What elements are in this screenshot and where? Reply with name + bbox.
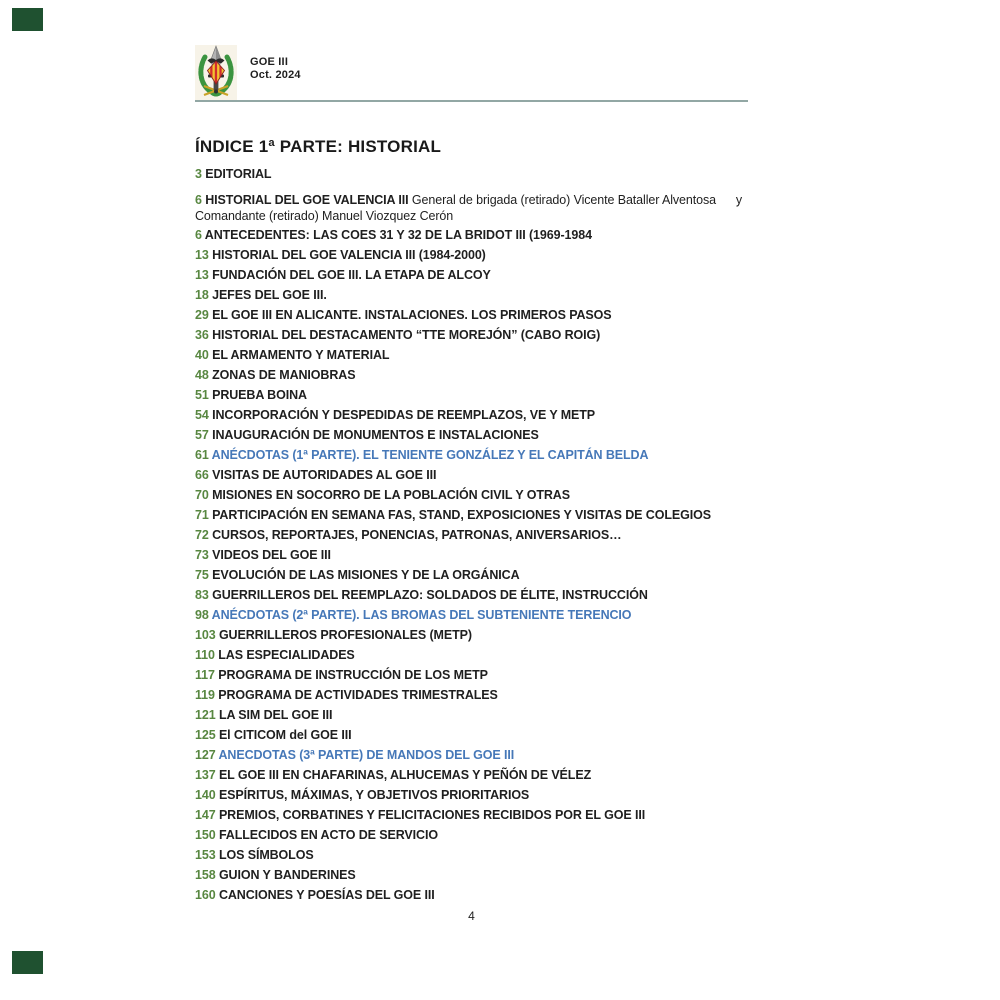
entry-page-number: 140 xyxy=(195,788,216,802)
entry-title: HISTORIAL DEL GOE VALENCIA III (1984-2000) xyxy=(212,248,486,262)
index-entry xyxy=(195,769,748,782)
index-entry xyxy=(195,809,748,822)
index-entry-with-authors xyxy=(195,193,748,224)
entry-title: INAUGURACIÓN DE MONUMENTOS E INSTALACIONES xyxy=(212,428,539,442)
index-entry xyxy=(195,729,748,742)
entry-page-number: 158 xyxy=(195,868,216,882)
entry-title: EVOLUCIÓN DE LAS MISIONES Y DE LA ORGÁNICA xyxy=(212,568,520,582)
entry-page-number: 73 xyxy=(195,548,209,562)
entry-page-number: 160 xyxy=(195,888,216,902)
entry-page-number: 40 xyxy=(195,348,209,362)
index-entry xyxy=(195,229,748,242)
index-entry xyxy=(195,829,748,842)
index-entry xyxy=(195,789,748,802)
entry-page-number: 18 xyxy=(195,288,209,302)
index-entry xyxy=(195,369,748,382)
entry-title: EDITORIAL xyxy=(205,167,272,181)
entry-title: ZONAS DE MANIOBRAS xyxy=(212,368,356,382)
entry-title: EL ARMAMENTO Y MATERIAL xyxy=(212,348,390,362)
entry-page-number: 98 xyxy=(195,608,209,622)
entry-title: PRUEBA BOINA xyxy=(212,388,307,402)
index-entry xyxy=(195,529,748,542)
entry-authors-second-line: Comandante (retirado) Manuel Viozquez Cerón xyxy=(195,208,454,223)
entry-page-number: 137 xyxy=(195,768,216,782)
index-entry xyxy=(195,609,748,622)
entry-authors-connector: y xyxy=(735,193,742,207)
entry-title: FALLECIDOS EN ACTO DE SERVICIO xyxy=(218,828,438,842)
entry-title: PROGRAMA DE ACTIVIDADES TRIMESTRALES xyxy=(218,688,498,702)
entry-page-number: 127 xyxy=(195,748,216,762)
entry-page-number: 66 xyxy=(195,468,209,482)
entry-title: CANCIONES Y POESÍAS DEL GOE III xyxy=(218,888,435,902)
entry-page-number: 48 xyxy=(195,368,209,382)
index-entry xyxy=(195,549,748,562)
index-entry xyxy=(195,569,748,582)
index-entry xyxy=(195,869,748,882)
entry-page-number: 71 xyxy=(195,508,209,522)
index-entry xyxy=(195,669,748,682)
entry-page-number: 61 xyxy=(195,448,209,462)
entry-title: El CITICOM del GOE III xyxy=(218,728,352,742)
index-entry xyxy=(195,289,748,302)
masthead-date: Oct. 2024 xyxy=(250,69,301,81)
entry-title: VISITAS DE AUTORIDADES AL GOE III xyxy=(212,468,437,482)
masthead-title: GOE III xyxy=(250,56,289,68)
entry-title: INCORPORACIÓN Y DESPEDIDAS DE REEMPLAZOS, VE Y METP xyxy=(212,408,596,422)
entry-title: CURSOS, REPORTAJES, PONENCIAS, PATRONAS, ANIVERSARIOS… xyxy=(212,528,622,542)
index-entry xyxy=(195,349,748,362)
entry-title: FUNDACIÓN DEL GOE III. LA ETAPA DE ALCOY xyxy=(212,268,491,282)
masthead xyxy=(250,56,301,82)
index-entry xyxy=(195,749,748,762)
index-entry xyxy=(195,709,748,722)
index-entry xyxy=(195,649,748,662)
entry-title: EL GOE III EN ALICANTE. INSTALACIONES. LOS PRIMEROS PASOS xyxy=(212,308,612,322)
entry-page-number: 121 xyxy=(195,708,216,722)
index-title: ÍNDICE 1ª PARTE: HISTORIAL xyxy=(195,137,442,156)
entry-title: ANECDOTAS (3ª PARTE) DE MANDOS DEL GOE III xyxy=(218,748,515,762)
entry-page-number: 75 xyxy=(195,568,209,582)
entry-page-number: 147 xyxy=(195,808,216,822)
index-entry xyxy=(195,309,748,322)
entry-page-number: 54 xyxy=(195,408,209,422)
entry-title: ESPÍRITUS, MÁXIMAS, Y OBJETIVOS PRIORITARIOS xyxy=(218,788,530,802)
index-entry xyxy=(195,329,748,342)
entry-title: GUION Y BANDERINES xyxy=(218,868,356,882)
entry-title: MISIONES EN SOCORRO DE LA POBLACIÓN CIVIL Y OTRAS xyxy=(212,488,570,502)
index-entry xyxy=(195,168,748,181)
entry-title: HISTORIAL DEL DESTACAMENTO “TTE MOREJÓN” (CABO ROIG) xyxy=(212,328,601,342)
entry-page-number: 110 xyxy=(195,648,215,662)
entry-title: HISTORIAL DEL GOE VALENCIA III xyxy=(205,193,409,207)
page-number: 4 xyxy=(468,909,475,923)
index-entry xyxy=(195,429,748,442)
entry-authors: General de brigada (retirado) Vicente Bataller Alventosa xyxy=(411,193,716,207)
entry-title: GUERRILLEROS DEL REEMPLAZO: SOLDADOS DE ÉLITE, INSTRUCCIÓN xyxy=(212,588,648,602)
entry-page-number: 29 xyxy=(195,308,209,322)
entry-page-number: 83 xyxy=(195,588,209,602)
index-entry xyxy=(195,889,748,902)
entry-page-number: 150 xyxy=(195,828,216,842)
corner-mark-top-left xyxy=(12,8,43,31)
index-entry xyxy=(195,589,748,602)
entry-page-number: 72 xyxy=(195,528,209,542)
entry-page-number: 36 xyxy=(195,328,209,342)
index-entry xyxy=(195,509,748,522)
entry-title: JEFES DEL GOE III. xyxy=(212,288,327,302)
entry-title: ANTECEDENTES: LAS COES 31 Y 32 DE LA BRIDOT III (1969-1984 xyxy=(204,228,592,242)
entry-title: PROGRAMA DE INSTRUCCIÓN DE LOS METP xyxy=(218,668,488,682)
index-page-content xyxy=(195,137,748,923)
entry-title: PREMIOS, CORBATINES Y FELICITACIONES RECIBIDOS POR EL GOE III xyxy=(218,808,646,822)
entry-title: GUERRILLEROS PROFESIONALES (METP) xyxy=(218,628,472,642)
entry-title: LAS ESPECIALIDADES xyxy=(218,648,355,662)
entry-page-number: 57 xyxy=(195,428,209,442)
entry-page-number: 117 xyxy=(195,668,215,682)
index-entry xyxy=(195,389,748,402)
index-entry xyxy=(195,449,748,462)
entry-page-number: 103 xyxy=(195,628,216,642)
entry-page-number: 153 xyxy=(195,848,216,862)
index-entry xyxy=(195,269,748,282)
entry-page-number: 13 xyxy=(195,268,209,282)
entry-title: ANÉCDOTAS (1ª PARTE). EL TENIENTE GONZÁLEZ Y EL CAPITÁN BELDA xyxy=(211,448,649,462)
index-entry xyxy=(195,689,748,702)
index-entry xyxy=(195,249,748,262)
index-entry xyxy=(195,849,748,862)
entry-title: VIDEOS DEL GOE III xyxy=(212,548,331,562)
header-divider xyxy=(195,100,748,102)
entry-page-number: 70 xyxy=(195,488,209,502)
entry-title: LOS SÍMBOLOS xyxy=(218,848,314,862)
index-entry xyxy=(195,469,748,482)
corner-mark-bottom-left xyxy=(12,951,43,974)
index-entry xyxy=(195,489,748,502)
goe-iii-emblem-icon xyxy=(195,45,237,100)
index-entry xyxy=(195,409,748,422)
entry-page-number: 119 xyxy=(195,688,215,702)
entry-title: LA SIM DEL GOE III xyxy=(218,708,333,722)
entry-title: PARTICIPACIÓN EN SEMANA FAS, STAND, EXPOSICIONES Y VISITAS DE COLEGIOS xyxy=(212,508,711,522)
entry-page-number: 6 xyxy=(195,193,202,207)
entry-title: EL GOE III EN CHAFARINAS, ALHUCEMAS Y PEÑÓN DE VÉLEZ xyxy=(218,768,592,782)
entry-page-number: 51 xyxy=(195,388,209,402)
entry-page-number: 3 xyxy=(195,167,202,181)
entry-title: ANÉCDOTAS (2ª PARTE). LAS BROMAS DEL SUBTENIENTE TERENCIO xyxy=(211,608,632,622)
entry-page-number: 6 xyxy=(195,228,202,242)
entry-page-number: 13 xyxy=(195,248,209,262)
entry-page-number: 125 xyxy=(195,728,216,742)
index-entry xyxy=(195,629,748,642)
index-entry-list xyxy=(195,168,748,902)
